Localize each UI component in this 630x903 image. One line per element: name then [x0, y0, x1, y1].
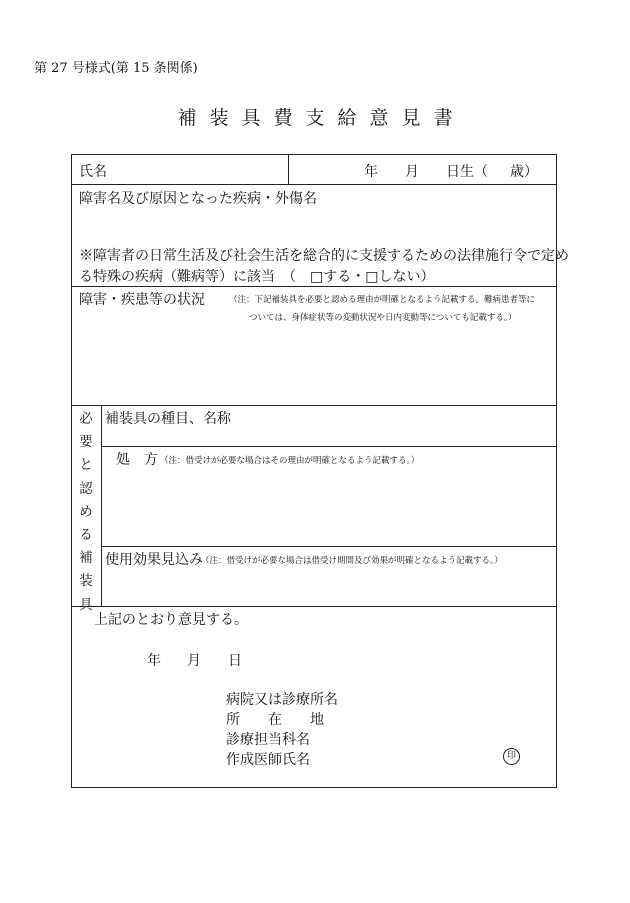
name-label: 氏名 — [79, 164, 107, 180]
hospital-label: 病院又は診療所名 — [226, 692, 338, 708]
condition-label: 障害・疾患等の状況 — [79, 292, 205, 308]
row-divider — [101, 546, 557, 547]
form-number: 第 27 号様式(第 15 条関係) — [34, 61, 198, 76]
signing-day-label: 日 — [228, 653, 242, 669]
row-divider — [101, 446, 557, 447]
column-divider — [288, 154, 289, 184]
equipment-type-label: 補装具の種目、名称 — [105, 411, 231, 427]
signing-year-label: 年 — [147, 653, 161, 669]
prescription-note: （注：借受けが必要な場合はその理由が明確となるよう記載する。） — [160, 456, 420, 466]
condition-note-line-1: （注：下記補装具を必要と認める理由が明確となるよう記載する。難病患者等に — [229, 295, 536, 305]
special-disease-line-1: ※障害者の日常生活及び社会生活を総合的に支援するための法律施行令で定め — [79, 248, 569, 264]
special-disease-line-2: る特殊の疾病（難病等）に該当 （ □する・□しない） — [79, 269, 435, 285]
doctor-name-label: 作成医師氏名 — [226, 752, 310, 768]
address-label: 所 在 地 — [226, 712, 324, 728]
department-label: 診療担当科名 — [226, 732, 310, 748]
age-label: 歳） — [510, 164, 538, 180]
equipment-side-label: 必要と認める補装具 — [79, 411, 93, 613]
prescription-label: 処 方 — [116, 452, 158, 468]
condition-note-line-2: ついては、身体症状等の変動状況や日内変動等についても記載する。） — [249, 313, 517, 323]
effect-note: （注：借受けが必要な場合は借受け期間及び効果が明確となるよう記載する。） — [201, 556, 503, 566]
effect-label: 使用効果見込み — [105, 552, 203, 568]
row-divider — [71, 606, 557, 607]
row-divider — [71, 286, 557, 287]
signing-month-label: 月 — [187, 653, 201, 669]
birth-year-label: 年 — [364, 164, 378, 180]
row-divider — [71, 184, 557, 185]
birth-month-label: 月 — [405, 164, 419, 180]
seal-mark: 印 — [503, 748, 520, 765]
row-divider — [71, 405, 557, 406]
birth-day-label: 日生（ — [446, 164, 488, 180]
disability-name-label: 障害名及び原因となった疾病・外傷名 — [79, 191, 317, 207]
page-title: 補装具費支給意見書 — [177, 107, 466, 129]
opinion-statement: 上記のとおり意見する。 — [94, 612, 248, 628]
column-divider — [101, 405, 102, 606]
